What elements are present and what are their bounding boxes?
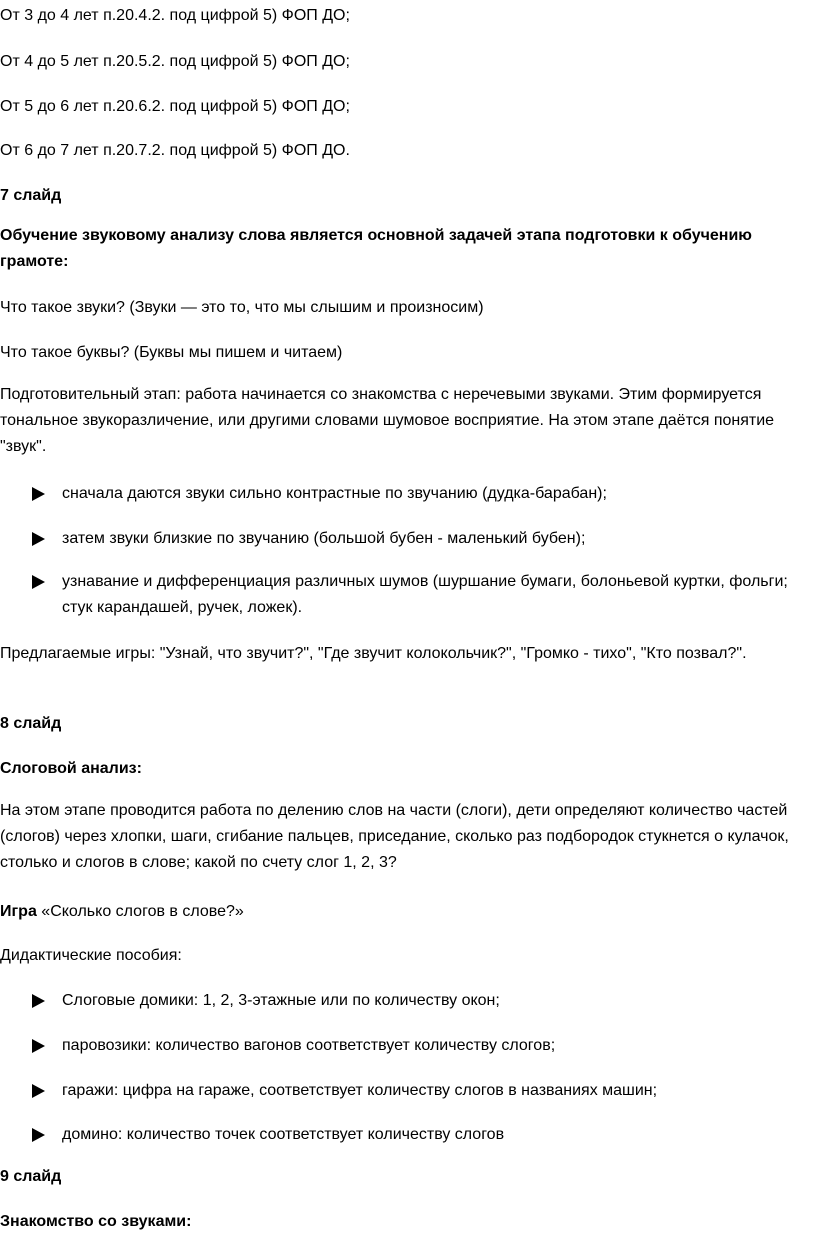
triangle-bullet-icon bbox=[32, 994, 45, 1008]
slide8-body: На этом этапе проводится работа по делению слов на части (слоги), дети определяют количество частей (слогов) через хлопки, шаги, сгибание пальцев, приседание, сколько раз подбородок стукнется о кулачок, столько и слогов в слове; какой по счету слог 1, 2, 3? bbox=[0, 802, 789, 871]
slide7-games: Предлагаемые игры: "Узнай, что звучит?", "Где звучит колокольчик?", "Громко - тихо", "Кто позвал?". bbox=[0, 645, 747, 662]
bullet-text: домино: количество точек соответствует количеству слогов bbox=[62, 1126, 505, 1143]
slide9-heading: 9 слайд bbox=[0, 1168, 62, 1185]
age-line-3: От 5 до 6 лет п.20.6.2. под цифрой 5) ФОП ДО; bbox=[0, 98, 350, 115]
bullet-text: гаражи: цифра на гараже, соответствует количеству слогов в названиях машин; bbox=[62, 1082, 658, 1099]
age-line-4: От 6 до 7 лет п.20.7.2. под цифрой 5) ФОП ДО. bbox=[0, 142, 350, 159]
bullet-text: сначала даются звуки сильно контрастные по звучанию (дудка-барабан); bbox=[62, 485, 607, 502]
triangle-bullet-icon bbox=[32, 1128, 45, 1142]
triangle-bullet-icon bbox=[32, 532, 45, 546]
slide7-prep-paragraph: Подготовительный этап: работа начинается со знакомства с неречевыми звуками. Этим формируется тональное звукоразличение, или другими словами шумовое восприятие. На этом этапе даётся понятие "звук". bbox=[0, 386, 775, 455]
age-line-1: От 3 до 4 лет п.20.4.2. под цифрой 5) ФОП ДО; bbox=[0, 7, 350, 24]
slide8-bullet-1 bbox=[32, 988, 816, 1014]
bullet-text: Слоговые домики: 1, 2, 3-этажные или по количеству окон; bbox=[62, 992, 500, 1009]
slide8-bullet-4 bbox=[32, 1122, 816, 1148]
slide7-question-sounds: Что такое звуки? (Звуки — это то, что мы слышим и произносим) bbox=[0, 299, 484, 316]
slide8-heading: 8 слайд bbox=[0, 715, 62, 732]
bullet-text: паровозики: количество вагонов соответствует количеству слогов; bbox=[62, 1037, 556, 1054]
game-title: «Сколько слогов в слове?» bbox=[36, 903, 244, 920]
slide7-bullet-2 bbox=[32, 526, 816, 552]
slide7-heading: 7 слайд bbox=[0, 187, 62, 204]
slide8-bullet-3 bbox=[32, 1078, 816, 1104]
slide8-subheading: Слоговой анализ: bbox=[0, 760, 142, 777]
triangle-bullet-icon bbox=[32, 487, 45, 501]
slide7-bullet-1 bbox=[32, 481, 816, 507]
triangle-bullet-icon bbox=[32, 575, 45, 589]
bullet-text: затем звуки близкие по звучанию (большой бубен - маленький бубен); bbox=[62, 530, 586, 547]
bullet-text: узнавание и дифференциация различных шумов (шуршание бумаги, болоньевой куртки, фольги; стук карандашей, ручек, ложек). bbox=[62, 573, 788, 616]
slide8-aids-label: Дидактические пособия: bbox=[0, 947, 182, 964]
slide9-subheading: Знакомство со звуками: bbox=[0, 1213, 192, 1230]
slide8-game-line bbox=[0, 902, 244, 922]
game-label: Игра bbox=[0, 903, 37, 920]
slide8-bullet-2 bbox=[32, 1033, 816, 1059]
age-line-2: От 4 до 5 лет п.20.5.2. под цифрой 5) ФОП ДО; bbox=[0, 53, 350, 70]
triangle-bullet-icon bbox=[32, 1039, 45, 1053]
slide7-bullet-3 bbox=[32, 569, 816, 621]
triangle-bullet-icon bbox=[32, 1084, 45, 1098]
slide7-intro: Обучение звуковому анализу слова является основной задачей этапа подготовки к обучению грамоте: bbox=[0, 227, 752, 270]
slide7-question-letters: Что такое буквы? (Буквы мы пишем и читаем) bbox=[0, 344, 343, 361]
